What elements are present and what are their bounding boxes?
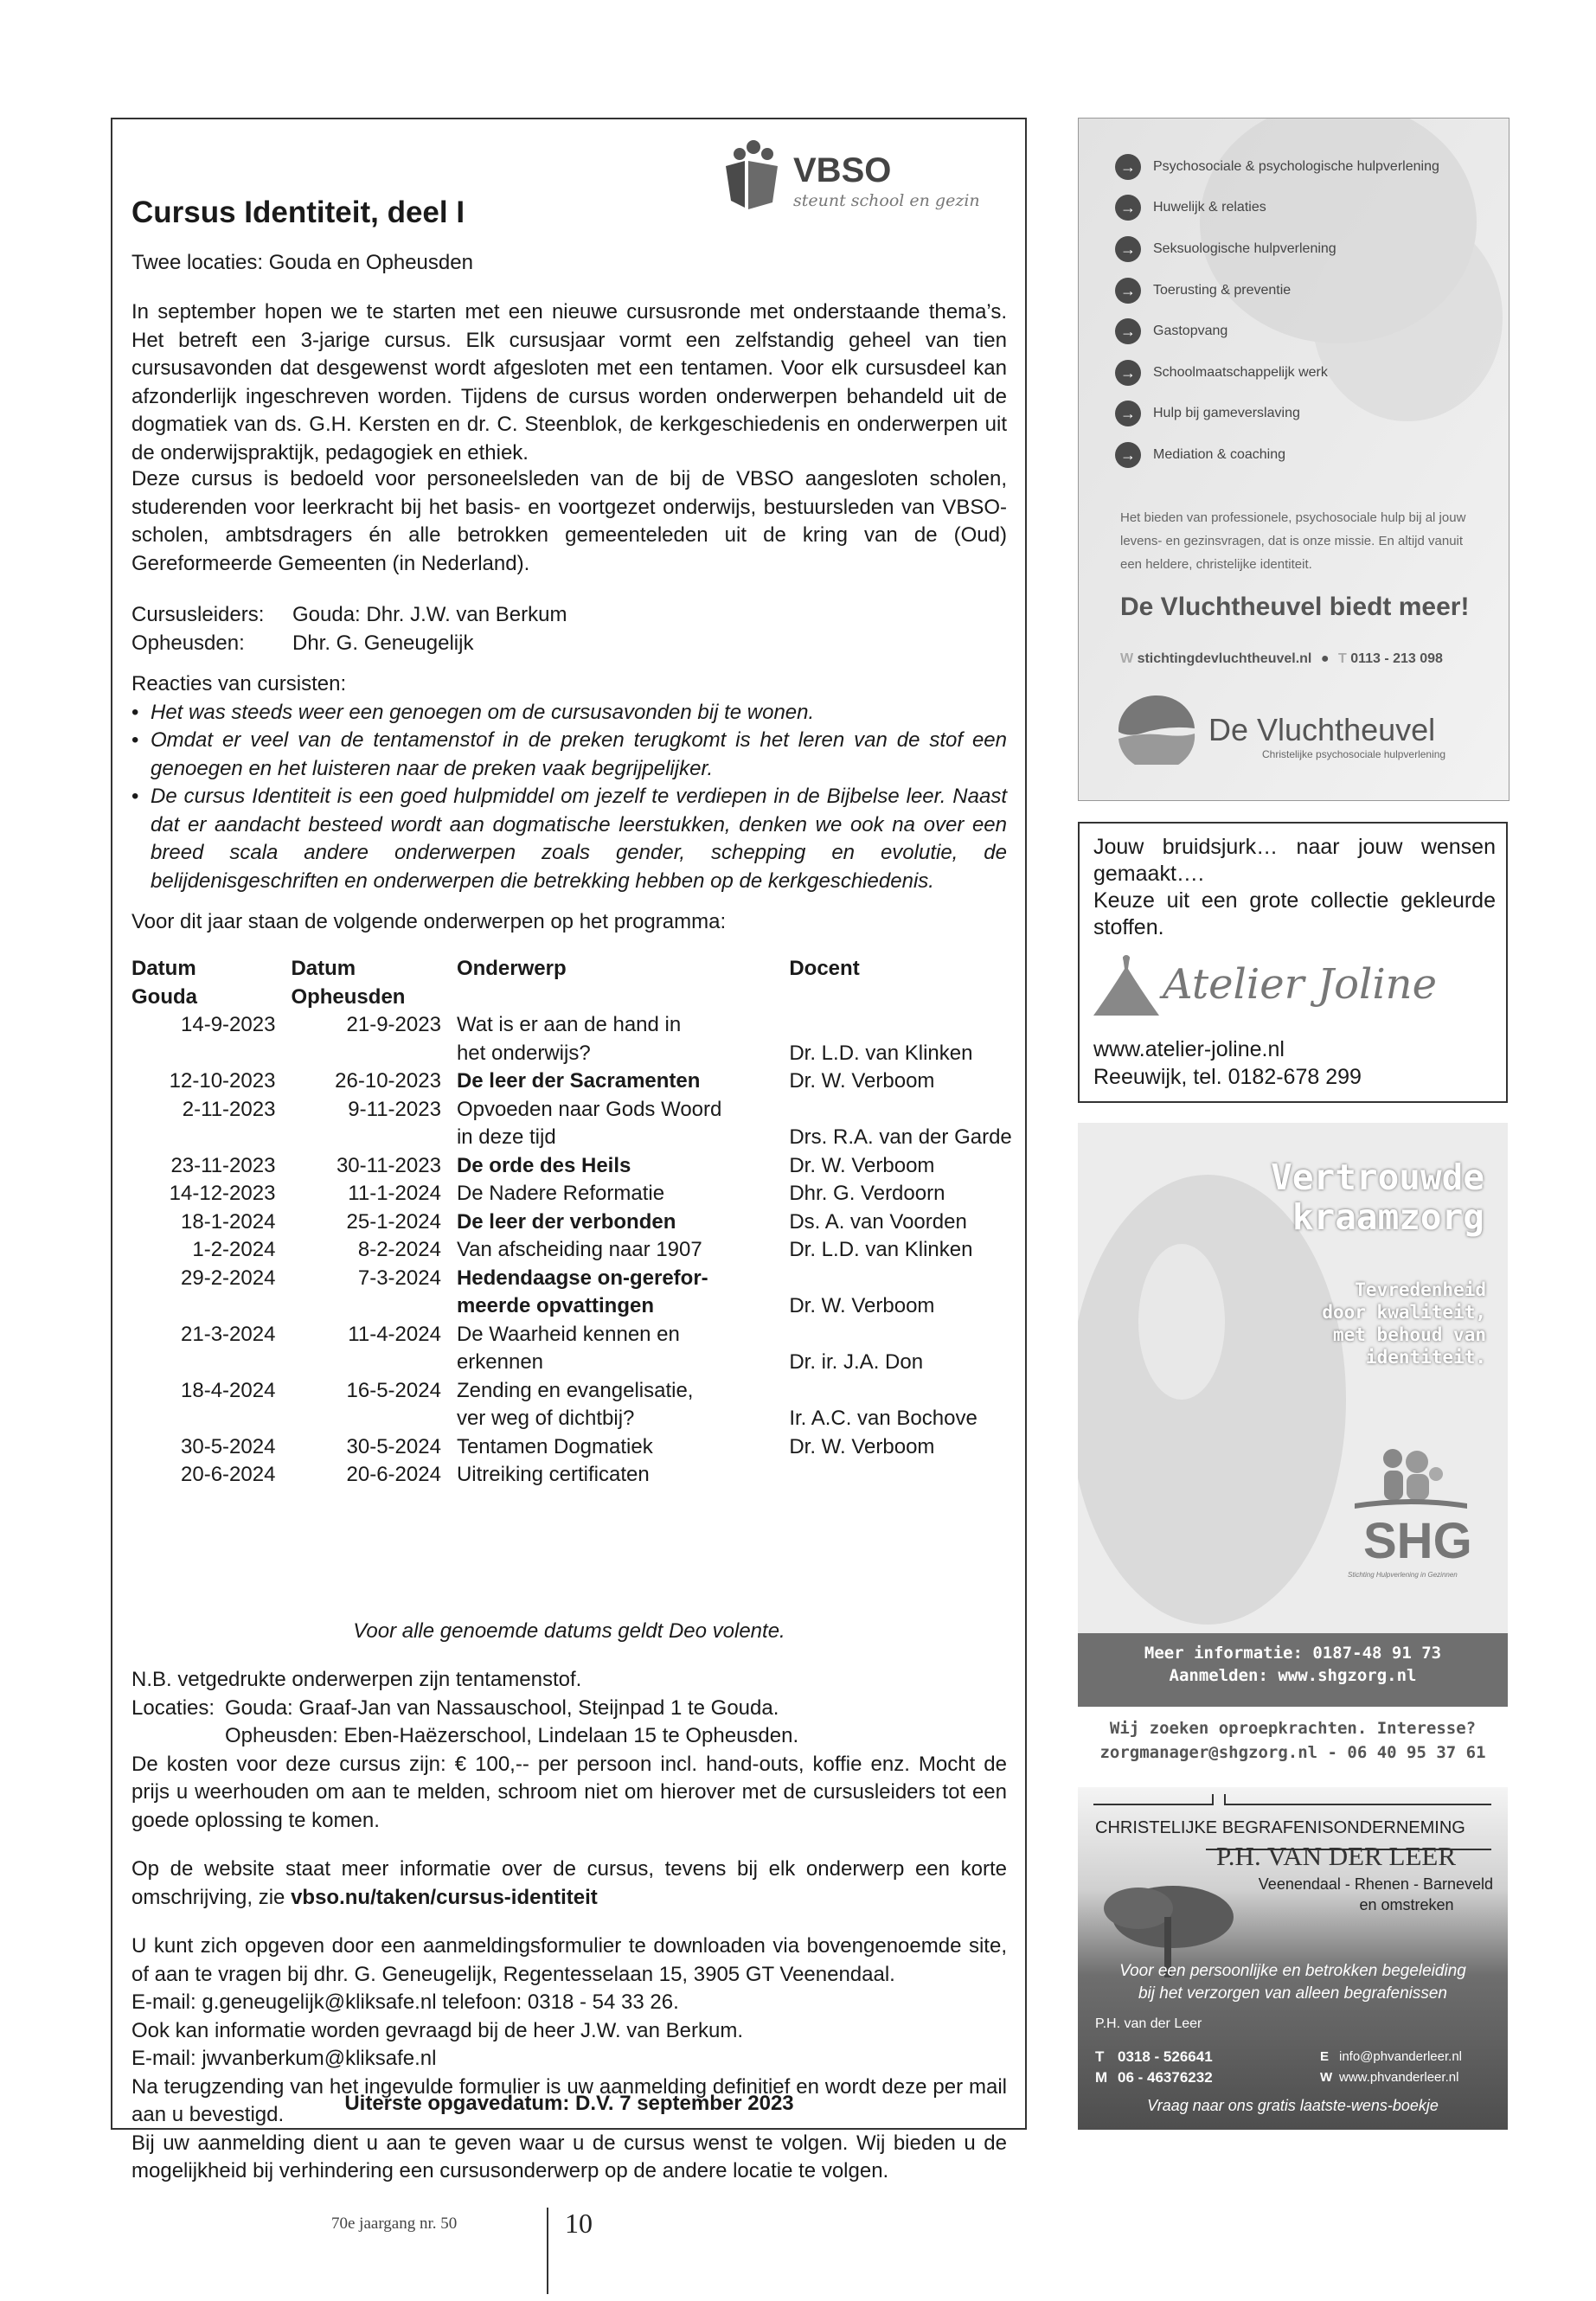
leaders-opheusden-label: Opheusden:	[131, 631, 245, 655]
table-row	[131, 1265, 1025, 1321]
vluchtheuvel-tel: 0113 - 213 098	[1350, 651, 1443, 666]
ad-vluchtheuvel	[1078, 118, 1509, 801]
shg-logo-icon	[1346, 1445, 1476, 1514]
kraamzorg-sub: Tevredenheid door kwaliteit, met behoud van identiteit.	[1322, 1279, 1486, 1368]
atelier-city: Reeuwijk, tel. 0182-678 299	[1093, 1065, 1362, 1089]
leer-email[interactable]: info@phvanderleer.nl	[1339, 2049, 1462, 2064]
reactions-label: Reacties van cursisten:	[131, 672, 347, 695]
leer-name: P.H. VAN DER LEER	[1216, 1841, 1457, 1871]
topic: Wat is er aan de hand in het onderwijs?	[456, 1013, 682, 1065]
gouda-date: 1-2-2024	[192, 1238, 276, 1261]
gouda-date: 12-10-2023	[169, 1069, 276, 1093]
teacher: Dr. L.D. van Klinken	[789, 1041, 973, 1065]
website-link[interactable]: vbso.nu/taken/cursus-identiteit	[291, 1885, 598, 1909]
vbso-logo-name: VBSO	[793, 151, 892, 189]
vluchtheuvel-headline: De Vluchtheuvel biedt meer!	[1120, 593, 1470, 621]
atelier-line-2: Keuze uit een grote collectie gekleurde stoffen.	[1093, 888, 1496, 939]
shg-logo: SHG	[1363, 1513, 1472, 1569]
topic: De Nadere Reformatie	[456, 1182, 665, 1205]
topic: De orde des Heils	[456, 1153, 631, 1177]
teacher	[789, 1461, 1025, 1490]
table-row	[131, 1433, 1025, 1462]
teacher: Dr. W. Verboom	[789, 1153, 935, 1177]
teacher: Ir. A.C. van Bochove	[789, 1407, 977, 1430]
vluchtheuvel-logo-name: De Vluchtheuvel	[1208, 712, 1436, 747]
reactions-list	[131, 699, 1007, 896]
atelier-contact	[1093, 1035, 1362, 1091]
gouda-date: 21-3-2024	[181, 1322, 276, 1346]
atelier-line-1: Jouw bruidsjurk… naar jouw wensen gemaakt….	[1093, 835, 1496, 886]
signup-location: Bij uw aanmelding dient u aan te geven waar u de cursus wenst te volgen. Wij bieden u de mogelijkheid bij verhindering een cursusonderwerp op de andere locatie te volgen.	[131, 2131, 1007, 2182]
deo-volente: Voor alle genoemde datums geldt Deo volente.	[353, 1619, 785, 1643]
page-number: 10	[565, 2208, 593, 2239]
topic: De leer der Sacramenten	[456, 1069, 701, 1093]
arrow-circle-icon: →	[1115, 442, 1141, 468]
header-datum-gouda: Datum Gouda	[131, 957, 197, 1009]
arrow-circle-icon: →	[1115, 360, 1141, 386]
article-title: Cursus Identiteit, deel I	[131, 195, 465, 229]
table-row	[131, 1208, 1025, 1237]
atelier-web[interactable]: www.atelier-joline.nl	[1093, 1037, 1285, 1061]
dress-icon	[1092, 953, 1161, 1017]
locatie-opheusden: Opheusden: Eben-Haëzerschool, Lindelaan 15 te Opheusden.	[225, 1724, 799, 1747]
leer-phones: T 0318 - 526641 M 06 - 46376232	[1095, 2048, 1213, 2086]
article-box	[111, 118, 1027, 2182]
leer-footer: Vraag naar ons gratis laatste-wens-boekje	[1147, 2097, 1439, 2114]
opheusden-date: 9-11-2023	[348, 1097, 441, 1121]
opheusden-date: 8-2-2024	[357, 1238, 441, 1261]
arrow-circle-icon: →	[1115, 318, 1141, 344]
topic: Uitreiking certificaten	[456, 1463, 650, 1486]
vluchtheuvel-contact: W stichtingdevluchtheuvel.nl ● T 0113 - 213 098	[1120, 651, 1443, 666]
table-row	[131, 1011, 1025, 1067]
leer-tel: 0318 - 526641	[1118, 2048, 1213, 2065]
leer-web[interactable]: www.phvanderleer.nl	[1339, 2070, 1459, 2085]
table-header-row	[131, 955, 1025, 1011]
topic: De leer der verbonden	[456, 1209, 676, 1234]
opheusden-date: 25-1-2024	[346, 1209, 441, 1234]
leer-mobile: 06 - 46376232	[1118, 2069, 1213, 2086]
audience-paragraph: Deze cursus is bedoeld voor personeelsleden van de bij de VBSO aangesloten scholen, studerenden voor leerkracht bij het basis- en voortgezet onderwijs, bestuursleden van VBSO-scholen, ambtsdragers én alle betrokken gemeenteleden uit de kring van de (Oud) Gereformeerde Gemeenten (in Nederland).	[131, 467, 1007, 575]
header-docent: Docent	[789, 957, 860, 980]
teacher: Dr. W. Verboom	[789, 1434, 935, 1458]
services-list	[1115, 146, 1439, 476]
kraamzorg-phone: Meer informatie: 0187-48 91 73	[1144, 1644, 1442, 1663]
website-paragraph	[131, 1856, 1007, 1912]
table-row	[131, 1461, 1025, 1490]
costs-paragraph: De kosten voor deze cursus zijn: € 100,-- per persoon incl. hand-outs, koffie enz. Mocht de prijs u weerhouden om aan te melden, schroom niet om hierover met de cursusleiders tot een goede oplossing te komen.	[131, 1752, 1007, 1832]
leer-slogan: Voor een persoonlijke en betrokken begeleiding bij het verzorgen van alleen begrafenissen	[1119, 1962, 1466, 2003]
table-row	[131, 1152, 1025, 1181]
vbso-logo-tagline: steunt school en gezin	[793, 191, 980, 210]
service-item: → Schoolmaatschappelijk werk	[1115, 352, 1439, 394]
vluchtheuvel-mission: Het bieden van professionele, psychosociale hulp bij al jouw levens- en gezinsvragen, dat is onze missie. En altijd vanuit een heldere, christelijke identiteit.	[1120, 510, 1466, 572]
nb-note: N.B. vetgedrukte onderwerpen zijn tentamenstof.	[131, 1668, 582, 1691]
gouda-date: 14-12-2023	[169, 1182, 276, 1205]
teacher: Dr. ir. J.A. Don	[789, 1350, 924, 1374]
opheusden-date: 7-3-2024	[357, 1266, 441, 1290]
gouda-date: 30-5-2024	[181, 1434, 276, 1458]
reaction-item: • Omdat er veel van de tentamenstof in de preken terugkomt is het leren van de stof een genoegen en het luisteren naar de preken vaak begrijpelijker.	[131, 727, 1007, 783]
ad-van-der-leer	[1078, 1787, 1508, 2130]
signup-paragraph: U kunt zich opgeven door een aanmeldingsformulier te downloaden via bovengenoemde site, of aan te vragen bij dhr. G. Geneugelijk, Regentesselaan 15, 3905 GT Veenendaal.	[131, 1934, 1007, 1986]
reaction-item: • De cursus Identiteit is een goed hulpmiddel om jezelf te verdiepen in de Bijbelse leer. Naast dat er aandacht besteed wordt aan dogmatische leerstukken, denken we ook na over een breed scala andere onderwerpen zoals gender, schepping en evolutie, de belijdenisgeschriften en onderwerpen die betrekking hebben op de kerkgeschiedenis.	[131, 783, 1007, 895]
vbso-logo-graphic	[714, 135, 1008, 221]
gouda-date: 29-2-2024	[181, 1266, 276, 1290]
kraamzorg-headline: Vertrouwde kraamzorg	[1271, 1157, 1484, 1238]
atelier-text	[1093, 834, 1496, 941]
vluchtheuvel-logo-sub: Christelijke psychosociale hulpverlening	[1262, 748, 1446, 760]
service-item: → Gastopvang	[1115, 311, 1439, 352]
leer-region: Veenendaal - Rhenen - Barneveld en omstreken	[1258, 1875, 1493, 1913]
arrow-circle-icon: →	[1115, 195, 1141, 221]
leer-heading: CHRISTELIJKE BEGRAFENISONDERNEMING	[1095, 1818, 1465, 1837]
opheusden-date: 16-5-2024	[346, 1378, 441, 1402]
locations-line: Twee locaties: Gouda en Opheusden	[131, 251, 473, 274]
program-intro: Voor dit jaar staan de volgende onderwerpen op het programma:	[131, 910, 727, 933]
opheusden-date: 20-6-2024	[346, 1463, 441, 1486]
table-row	[131, 1180, 1025, 1208]
table-row	[131, 1321, 1025, 1377]
footer-divider	[547, 2208, 548, 2294]
service-item: → Seksuologische hulpverlening	[1115, 228, 1439, 270]
gouda-date: 23-11-2023	[170, 1153, 276, 1177]
service-item: → Hulp bij gameverslaving	[1115, 394, 1439, 435]
topic: Hedendaagse on-gerefor- meerde opvattingen	[456, 1266, 708, 1317]
header-onderwerp: Onderwerp	[456, 957, 567, 980]
arrow-circle-icon: →	[1115, 401, 1141, 426]
locations-block	[131, 1666, 1007, 1835]
arrow-circle-icon: →	[1115, 236, 1141, 262]
ad-kraamzorg	[1078, 1123, 1508, 1707]
signup-info: Ook kan informatie worden gevraagd bij de heer J.W. van Berkum.	[131, 2018, 744, 2042]
arrow-circle-icon: →	[1115, 154, 1141, 180]
teacher: Dr. W. Verboom	[789, 1069, 935, 1093]
teacher: Dhr. G. Verdoorn	[789, 1182, 945, 1205]
opheusden-date: 26-10-2023	[335, 1069, 441, 1093]
course-leaders	[131, 601, 1007, 657]
service-item: → Huwelijk & relaties	[1115, 188, 1439, 229]
vluchtheuvel-web[interactable]: stichtingdevluchtheuvel.nl	[1137, 651, 1312, 666]
leaders-label: Cursusleiders:	[131, 603, 265, 626]
signup-confirm: Na terugzending van het ingevulde formulier is uw aanmelding definitief en wordt deze per mail aan u bevestigd.	[131, 2074, 1007, 2126]
teacher: Dr. L.D. van Klinken	[789, 1238, 973, 1261]
vluchtheuvel-logo-icon	[1115, 694, 1198, 765]
gouda-date: 2-11-2023	[182, 1097, 276, 1121]
atelier-logo: Atelier Joline	[1163, 960, 1437, 1009]
opheusden-date: 21-9-2023	[346, 1013, 441, 1036]
service-item: → Psychosociale & psychologische hulpverlening	[1115, 146, 1439, 188]
locatie-gouda: Gouda: Graaf-Jan van Nassauschool, Steijnpad 1 te Gouda.	[225, 1695, 779, 1720]
ad-atelier-joline	[1078, 822, 1508, 1103]
website-text: Op de website staat meer informatie over de cursus, tevens bij elk onderwerp een korte omschrijving, zie	[131, 1857, 1007, 1909]
gouda-date: 20-6-2024	[181, 1463, 276, 1486]
reactions	[131, 670, 1007, 895]
recruit-line-2[interactable]: zorgmanager@shgzorg.nl - 06 40 95 37 61	[1099, 1743, 1486, 1762]
arrow-circle-icon: →	[1115, 278, 1141, 304]
signup-block	[131, 1932, 1007, 2186]
topic: De Waarheid kennen en erkennen	[456, 1322, 680, 1374]
reaction-item: • Het was steeds weer een genoegen om de cursusavonden bij te wonen.	[131, 699, 1007, 727]
leer-online: E info@phvanderleer.nl W www.phvanderleer.nl	[1320, 2049, 1462, 2085]
signup-email-2: E-mail: jwvanberkum@kliksafe.nl	[131, 2047, 437, 2070]
gouda-date: 18-1-2024	[181, 1209, 276, 1234]
program-body	[131, 1011, 1025, 1490]
locaties-label: Locaties:	[131, 1695, 215, 1720]
kraamzorg-recruit	[1078, 1716, 1508, 1765]
issue-info: 70e jaargang nr. 50	[331, 2214, 458, 2233]
teacher: Drs. R.A. van der Garde	[789, 1125, 1012, 1149]
intro-paragraph: In september hopen we te starten met een nieuwe cursusronde met onderstaande thema’s. Het betreft een 3-jarige cursus. Elk cursusjaar vormt een zelfstandig geheel van tien cursusavonden dat desgewenst wordt afgesloten met een tentamen. Voor elk cursusdeel kan afzonderlijk ingeschreven worden. Tijdens de cursus worden onderwerpen behandeld uit de dogmatiek van ds. G.H. Kersten en dr. C. Steenblok, de kerkgeschiedenis en onderwerpen uit de onderwijspraktijk, pedagogiek en ethiek.	[131, 300, 1007, 465]
header-datum-opheusden: Datum Opheusden	[291, 957, 406, 1009]
service-item: → Toerusting & preventie	[1115, 270, 1439, 311]
recruit-line-1: Wij zoeken oproepkrachten. Interesse?	[1109, 1719, 1477, 1738]
leaders-gouda: Gouda: Dhr. J.W. van Berkum	[292, 603, 567, 626]
opheusden-date: 11-1-2024	[348, 1182, 441, 1205]
teacher: Dr. W. Verboom	[789, 1294, 935, 1317]
shg-logo-sub: Stichting Hulpverlening in Gezinnen	[1348, 1571, 1458, 1579]
topic: Tentamen Dogmatiek	[456, 1434, 653, 1458]
table-row	[131, 1067, 1025, 1096]
leer-person: P.H. van der Leer	[1095, 2016, 1202, 2031]
deadline: Uiterste opgavedatum: D.V. 7 september 2023	[344, 2092, 794, 2115]
teacher: Ds. A. van Voorden	[789, 1209, 967, 1234]
table-row	[131, 1096, 1025, 1152]
signup-email-1: E-mail: g.geneugelijk@kliksafe.nl telefoon: 0318 - 54 33 26.	[131, 1990, 679, 2014]
leaders-opheusden: Dhr. G. Geneugelijk	[292, 631, 474, 655]
gouda-date: 14-9-2023	[181, 1013, 276, 1036]
program-table	[131, 955, 1025, 1490]
opheusden-date: 30-11-2023	[336, 1153, 441, 1177]
vbso-logo	[714, 135, 1008, 221]
topic: Van afscheiding naar 1907	[456, 1238, 702, 1261]
opheusden-date: 30-5-2024	[346, 1434, 441, 1458]
gouda-date: 18-4-2024	[181, 1378, 276, 1402]
topic: Zending en evangelisatie, ver weg of dichtbij?	[456, 1378, 694, 1430]
table-row	[131, 1377, 1025, 1433]
kraamzorg-signup[interactable]: Aanmelden: www.shgzorg.nl	[1169, 1666, 1417, 1685]
topic: Opvoeden naar Gods Woord in deze tijd	[456, 1097, 722, 1149]
kraamzorg-info	[1078, 1642, 1508, 1687]
table-row	[131, 1236, 1025, 1265]
service-item: → Mediation & coaching	[1115, 434, 1439, 476]
opheusden-date: 11-4-2024	[348, 1322, 441, 1346]
